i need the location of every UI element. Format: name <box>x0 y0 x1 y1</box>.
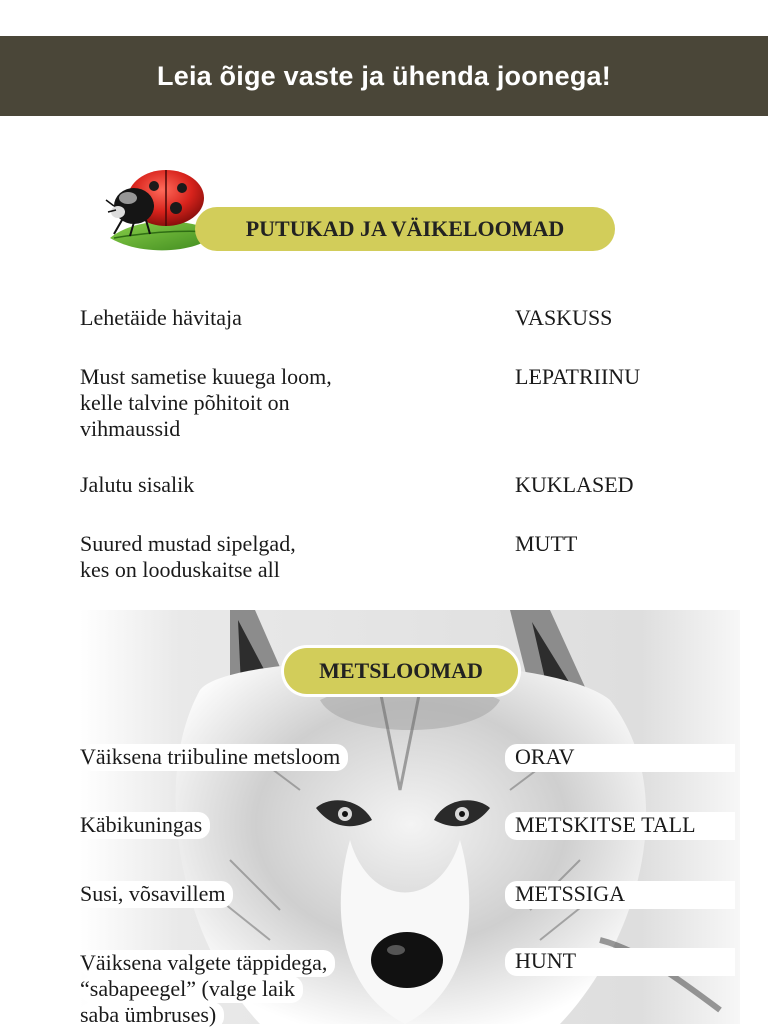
section-title-insects: PUTUKAD JA VÄIKELOOMAD <box>195 207 615 251</box>
description-item-1: Lehetäide hävitaja <box>80 305 242 330</box>
page-title: Leia õige vaste ja ühenda joonega! <box>157 60 611 91</box>
description-item-2: Must sametise kuuega loom, kelle talvine põhitoit on vihmaussid <box>80 364 332 441</box>
answer-item-5: ORAV <box>505 744 735 772</box>
description-item-7: Susi, võsavillem <box>80 881 233 907</box>
answer-item-3: KUKLASED <box>515 472 634 497</box>
answer-item-4: MUTT <box>515 531 578 556</box>
description-item-8: Väiksena valgete täppidega, “sabapeegel” (valge laik saba ümbruses) <box>80 950 335 1028</box>
answer-item-6: METSKITSE TALL <box>505 812 735 840</box>
header-banner <box>0 36 768 116</box>
answer-item-2: LEPATRIINU <box>515 364 641 389</box>
answer-item-1: VASKUSS <box>515 305 613 330</box>
section-title-forest-animals: METSLOOMAD <box>284 648 518 694</box>
description-item-5: Väiksena triibuline metsloom <box>80 744 348 770</box>
answer-item-8: HUNT <box>505 948 735 976</box>
description-item-4: Suured mustad sipelgad, kes on looduskaitse all <box>80 531 296 582</box>
answer-item-7: METSSIGA <box>505 881 735 909</box>
description-item-3: Jalutu sisalik <box>80 472 195 497</box>
description-item-6: Käbikuningas <box>80 812 210 838</box>
